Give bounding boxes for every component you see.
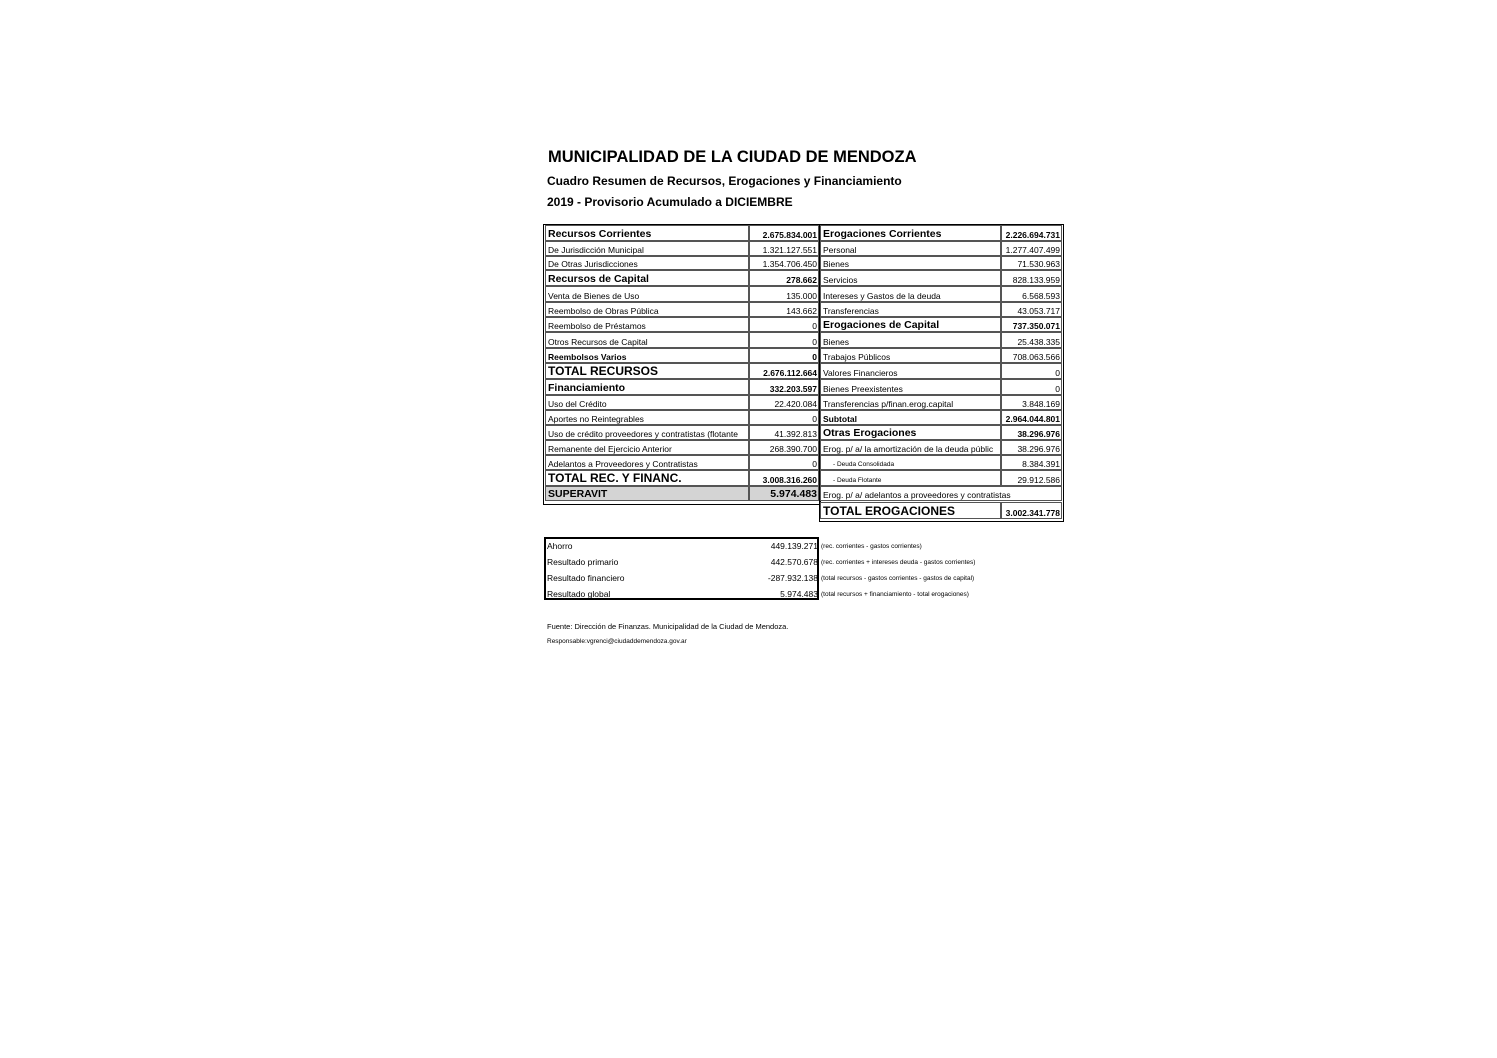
resource-label: Remanente del Ejercicio Anterior bbox=[545, 440, 749, 455]
expenditure-value: 737.350.071 bbox=[1001, 317, 1062, 332]
resource-value: 0 bbox=[749, 348, 819, 363]
expenditure-label: Personal bbox=[820, 241, 1001, 256]
resource-label: Recursos de Capital bbox=[545, 270, 749, 286]
expenditure-value: 25.438.335 bbox=[1001, 332, 1062, 348]
resource-value: 1.321.127.551 bbox=[749, 241, 819, 256]
footer-contact: Responsable:vgrenci@ciudaddemendoza.gov.ar bbox=[547, 638, 687, 645]
expenditure-value: 1.277.407.499 bbox=[1001, 241, 1062, 256]
resource-label: Uso del Crédito bbox=[545, 395, 749, 410]
expenditure-value: 2.964.044.801 bbox=[1001, 410, 1062, 425]
resource-value: 135.000 bbox=[749, 286, 819, 302]
expenditure-value: 29.912.586 bbox=[1001, 470, 1062, 486]
expenditure-value: 0 bbox=[1001, 379, 1062, 395]
expenditure-label: Valores Financieros bbox=[820, 363, 1001, 379]
resource-label: Aportes no Reintegrables bbox=[545, 410, 749, 425]
summary-label: Resultado financiero bbox=[547, 573, 625, 583]
expenditure-value: 708.063.566 bbox=[1001, 348, 1062, 363]
resource-label: Recursos Corrientes bbox=[545, 225, 749, 241]
summary-value: -287.932.138 bbox=[767, 573, 818, 583]
resource-value: 0 bbox=[749, 410, 819, 425]
summary-note: (rec. corrientes - gastos corrientes) bbox=[821, 543, 922, 550]
resource-value: 143.662 bbox=[749, 302, 819, 317]
summary-note: (total recursos - gastos corrientes - gastos de capital) bbox=[821, 575, 975, 582]
expenditure-value: 6.568.593 bbox=[1001, 286, 1062, 302]
expenditure-label: Subtotal bbox=[820, 410, 1001, 425]
page-period: 2019 - Provisorio Acumulado a DICIEMBRE bbox=[547, 195, 793, 209]
expenditure-value: 3.848.169 bbox=[1001, 395, 1062, 410]
resource-value: 5.974.483 bbox=[749, 486, 819, 501]
expenditure-label: Erogaciones Corrientes bbox=[820, 225, 1001, 241]
resource-label: TOTAL RECURSOS bbox=[545, 363, 749, 379]
expenditure-label: Otras Erogaciones bbox=[820, 425, 1001, 440]
expenditure-label: Bienes bbox=[820, 332, 1001, 348]
footer-source: Fuente: Dirección de Finanzas. Municipalidad de la Ciudad de Mendoza. bbox=[547, 622, 789, 631]
resource-label: Venta de Bienes de Uso bbox=[545, 286, 749, 302]
expenditure-value: 8.384.391 bbox=[1001, 455, 1062, 470]
expenditure-value: 2.226.694.731 bbox=[1001, 225, 1062, 241]
resource-label: De Otras Jurisdicciones bbox=[545, 256, 749, 270]
resource-label: TOTAL REC. Y FINANC. bbox=[545, 470, 749, 486]
resource-value: 2.675.834.001 bbox=[749, 225, 819, 241]
resource-label: SUPERAVIT bbox=[545, 486, 749, 501]
resource-value: 278.662 bbox=[749, 270, 819, 286]
expenditure-value: 43.053.717 bbox=[1001, 302, 1062, 317]
summary-value: 442.570.678 bbox=[770, 557, 818, 567]
expenditure-value: 3.002.341.778 bbox=[1001, 502, 1062, 519]
expenditure-label: Servicios bbox=[820, 270, 1001, 286]
resource-value: 0 bbox=[749, 332, 819, 348]
resource-value: 3.008.316.260 bbox=[749, 470, 819, 486]
resource-label: Otros Recursos de Capital bbox=[545, 332, 749, 348]
expenditure-label: Erog. p/ a/ adelantos a proveedores y contratistas bbox=[820, 486, 1062, 501]
resource-value: 0 bbox=[749, 317, 819, 332]
expenditure-label: - Deuda Flotante bbox=[820, 470, 1001, 486]
expenditure-label: Transferencias bbox=[820, 302, 1001, 317]
expenditure-value: 38.296.976 bbox=[1001, 425, 1062, 440]
expenditure-value: 71.530.963 bbox=[1001, 256, 1062, 270]
resource-value: 2.676.112.664 bbox=[749, 363, 819, 379]
resource-value: 41.392.813 bbox=[749, 425, 819, 440]
expenditure-value: 38.296.976 bbox=[1001, 440, 1062, 455]
resource-value: 1.354.706.450 bbox=[749, 256, 819, 270]
expenditure-label: Bienes Preexistentes bbox=[820, 379, 1001, 395]
expenditure-value: 0 bbox=[1001, 363, 1062, 379]
expenditure-label: Intereses y Gastos de la deuda bbox=[820, 286, 1001, 302]
summary-note: (total recursos + financiamiento - total erogaciones) bbox=[821, 591, 969, 598]
resource-label: Adelantos a Proveedores y Contratistas bbox=[545, 455, 749, 470]
resource-value: 268.390.700 bbox=[749, 440, 819, 455]
summary-value: 449.139.271 bbox=[770, 541, 818, 551]
expenditure-label: TOTAL EROGACIONES bbox=[820, 502, 1001, 519]
summary-value: 5.974.483 bbox=[780, 589, 818, 599]
expenditure-value: 828.133.959 bbox=[1001, 270, 1062, 286]
expenditure-label: Erogaciones de Capital bbox=[820, 317, 1001, 332]
resource-label: Uso de crédito proveedores y contratistas (flotante bbox=[545, 425, 749, 440]
expenditure-label: Transferencias p/finan.erog.capital bbox=[820, 395, 1001, 410]
summary-label: Resultado primario bbox=[547, 557, 619, 567]
resource-label: Reembolso de Préstamos bbox=[545, 317, 749, 332]
page-title: MUNICIPALIDAD DE LA CIUDAD DE MENDOZA bbox=[548, 148, 917, 166]
summary-label: Resultado global bbox=[547, 589, 611, 599]
resource-value: 22.420.084 bbox=[749, 395, 819, 410]
resource-label: Reembolsos Varios bbox=[545, 348, 749, 363]
expenditure-label: Erog. p/ a/ la amortización de la deuda públic bbox=[820, 440, 1001, 455]
expenditure-label: - Deuda Consolidada bbox=[820, 455, 1001, 470]
resource-label: Financiamiento bbox=[545, 379, 749, 395]
resource-value: 332.203.597 bbox=[749, 379, 819, 395]
expenditure-label: Trabajos Públicos bbox=[820, 348, 1001, 363]
summary-note: (rec. corrientes + intereses deuda - gastos corrientes) bbox=[821, 559, 976, 566]
page-subtitle: Cuadro Resumen de Recursos, Erogaciones y Financiamiento bbox=[547, 174, 902, 188]
resource-label: De Jurisdicción Municipal bbox=[545, 241, 749, 256]
expenditure-label: Bienes bbox=[820, 256, 1001, 270]
summary-label: Ahorro bbox=[547, 541, 573, 551]
resource-label: Reembolso de Obras Pública bbox=[545, 302, 749, 317]
resource-value: 0 bbox=[749, 455, 819, 470]
